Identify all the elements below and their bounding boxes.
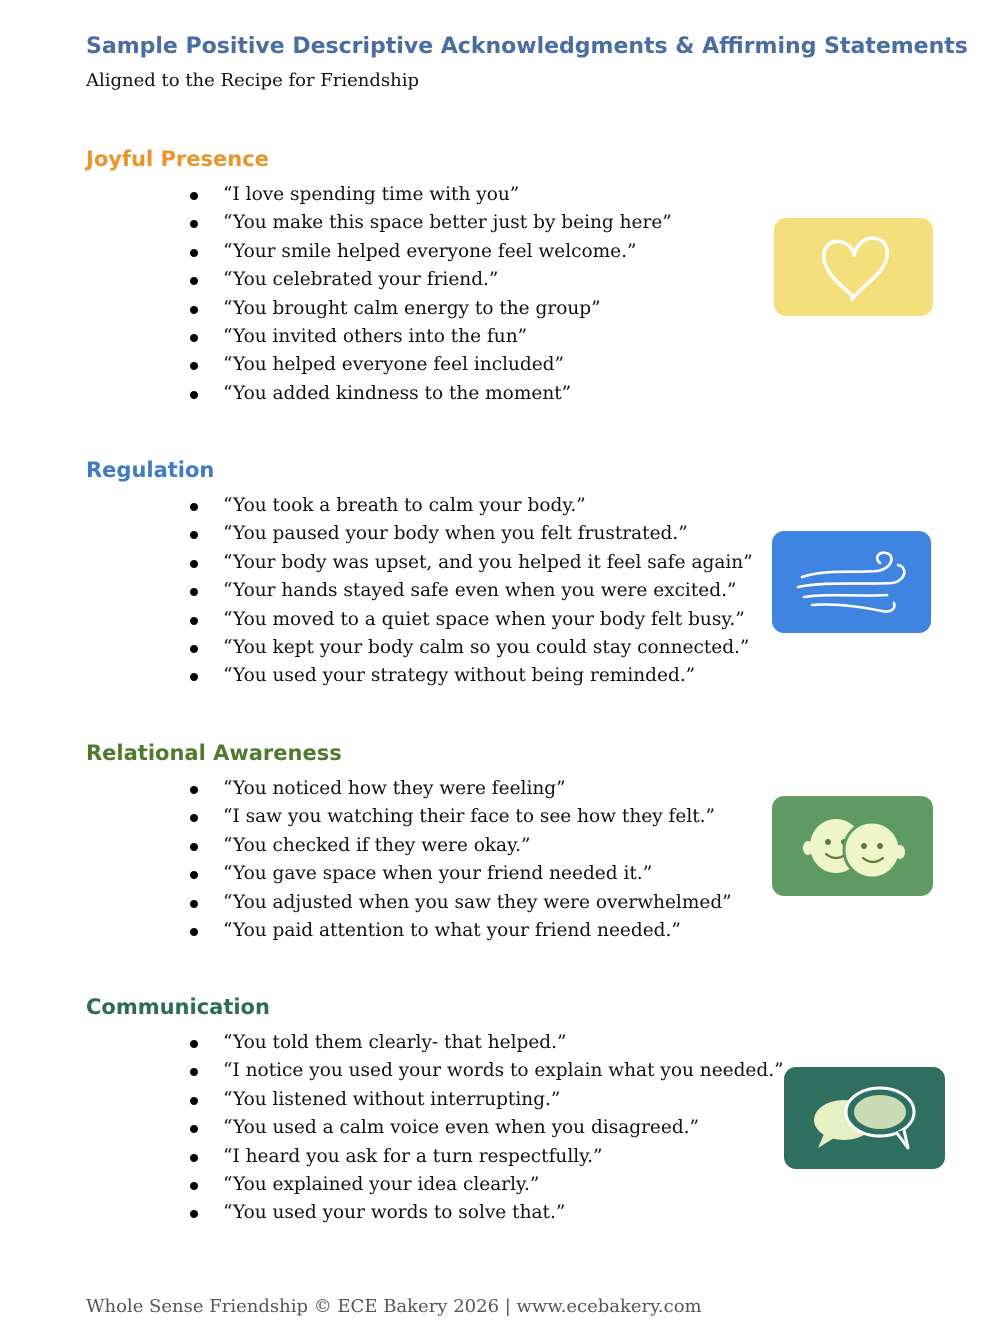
heart-icon: [774, 218, 933, 316]
statement-list: [190, 775, 732, 945]
bullet-icon: [190, 1097, 198, 1105]
statement-text: “You paused your body when you felt frustrated.”: [223, 523, 688, 545]
statement-text: “You make this space better just by being here”: [223, 212, 672, 234]
speech-bubbles-icon-graphic: [800, 1078, 930, 1158]
statement-text: “You told them clearly- that helped.”: [223, 1032, 567, 1053]
list-item: [190, 803, 732, 831]
list-item: [190, 549, 753, 577]
list-item: [190, 209, 672, 237]
bullet-icon: [190, 249, 198, 257]
bullet-icon: [190, 871, 198, 879]
statement-text: “Your hands stayed safe even when you were excited.”: [223, 580, 737, 602]
statement-list: [190, 1029, 784, 1228]
statement-text: “You took a breath to calm your body.”: [223, 495, 586, 516]
bullet-icon: [190, 645, 198, 653]
statement-text: “You celebrated your friend.”: [223, 269, 499, 291]
statement-text: “You listened without interrupting.”: [223, 1088, 561, 1110]
bullet-icon: [190, 277, 198, 285]
list-item: [190, 775, 732, 803]
list-item: [190, 634, 753, 662]
bullet-icon: [190, 1210, 198, 1218]
bullet-icon: [190, 1040, 198, 1048]
statement-text: “You invited others into the fun”: [223, 325, 528, 347]
list-item: [190, 662, 753, 690]
statement-text: “You paid attention to what your friend needed.”: [223, 919, 681, 941]
list-item: [190, 606, 753, 634]
smiling-faces-icon-graphic: [788, 806, 918, 886]
statement-text: “You kept your body calm so you could stay connected.”: [223, 636, 750, 658]
list-item: [190, 520, 753, 548]
bullet-icon: [190, 1154, 198, 1162]
statement-text: “You gave space when your friend needed it.”: [223, 863, 653, 885]
list-item: [190, 860, 732, 888]
bullet-icon: [190, 362, 198, 370]
statement-text: “You used your words to solve that.”: [223, 1202, 566, 1224]
statement-list: [190, 492, 753, 691]
bullet-icon: [190, 334, 198, 342]
bullet-icon: [190, 673, 198, 681]
bullet-icon: [190, 1125, 198, 1133]
statement-text: “You noticed how they were feeling”: [223, 778, 566, 799]
footer-text: Whole Sense Friendship © ECE Bakery 2026 | www.ecebakery.com: [86, 1296, 702, 1317]
list-item: [190, 1199, 784, 1227]
list-item: [190, 889, 732, 917]
bullet-icon: [190, 814, 198, 822]
wind-icon-graphic: [792, 547, 912, 617]
bullet-icon: [190, 1068, 198, 1076]
bullet-icon: [190, 503, 198, 511]
list-item: [190, 1171, 784, 1199]
statement-text: “You used your strategy without being reminded.”: [223, 665, 696, 687]
speech-bubbles-icon: [784, 1067, 945, 1169]
statement-text: “You added kindness to the moment”: [223, 382, 572, 404]
bullet-icon: [190, 306, 198, 314]
bullet-icon: [190, 843, 198, 851]
page-title: Sample Positive Descriptive Acknowledgments & Affirming Statements: [86, 34, 968, 59]
list-item: [190, 380, 672, 408]
statement-text: “You explained your idea clearly.”: [223, 1173, 540, 1195]
statement-text: “I heard you ask for a turn respectfully.”: [223, 1145, 603, 1167]
bullet-icon: [190, 531, 198, 539]
list-item: [190, 832, 732, 860]
heart-icon-graphic: [814, 227, 894, 307]
section-heading: Relational Awareness: [86, 741, 342, 765]
statement-text: “Your body was upset, and you helped it feel safe again”: [223, 551, 753, 573]
list-item: [190, 295, 672, 323]
bullet-icon: [190, 220, 198, 228]
statement-text: “You moved to a quiet space when your body felt busy.”: [223, 608, 745, 630]
page-subtitle: Aligned to the Recipe for Friendship: [86, 70, 420, 91]
bullet-icon: [190, 1182, 198, 1190]
list-item: [190, 492, 753, 520]
bullet-icon: [190, 391, 198, 399]
section-heading: Communication: [86, 995, 270, 1019]
statement-text: “I saw you watching their face to see how they felt.”: [223, 806, 716, 828]
statement-text: “You used a calm voice even when you disagreed.”: [223, 1117, 699, 1139]
statement-text: “You adjusted when you saw they were overwhelmed”: [223, 891, 732, 913]
smiling-faces-icon: [772, 796, 933, 896]
statement-text: “You brought calm energy to the group”: [223, 297, 601, 319]
bullet-icon: [190, 786, 198, 794]
list-item: [190, 1114, 784, 1142]
list-item: [190, 351, 672, 379]
section-heading: Regulation: [86, 458, 215, 482]
bullet-icon: [190, 617, 198, 625]
bullet-icon: [190, 928, 198, 936]
list-item: [190, 181, 672, 209]
list-item: [190, 577, 753, 605]
statement-text: “Your smile helped everyone feel welcome.”: [223, 240, 637, 262]
section-heading: Joyful Presence: [86, 147, 269, 171]
bullet-icon: [190, 560, 198, 568]
statement-text: “You helped everyone feel included”: [223, 354, 564, 376]
list-item: [190, 1029, 784, 1057]
list-item: [190, 917, 732, 945]
statement-list: [190, 181, 672, 408]
list-item: [190, 1057, 784, 1085]
statement-text: “I love spending time with you”: [223, 184, 520, 205]
list-item: [190, 1143, 784, 1171]
list-item: [190, 1086, 784, 1114]
bullet-icon: [190, 588, 198, 596]
bullet-icon: [190, 192, 198, 200]
statement-text: “I notice you used your words to explain what you needed.”: [223, 1060, 784, 1082]
list-item: [190, 238, 672, 266]
statement-text: “You checked if they were okay.”: [223, 834, 531, 856]
wind-icon: [772, 531, 931, 633]
list-item: [190, 266, 672, 294]
bullet-icon: [190, 900, 198, 908]
list-item: [190, 323, 672, 351]
